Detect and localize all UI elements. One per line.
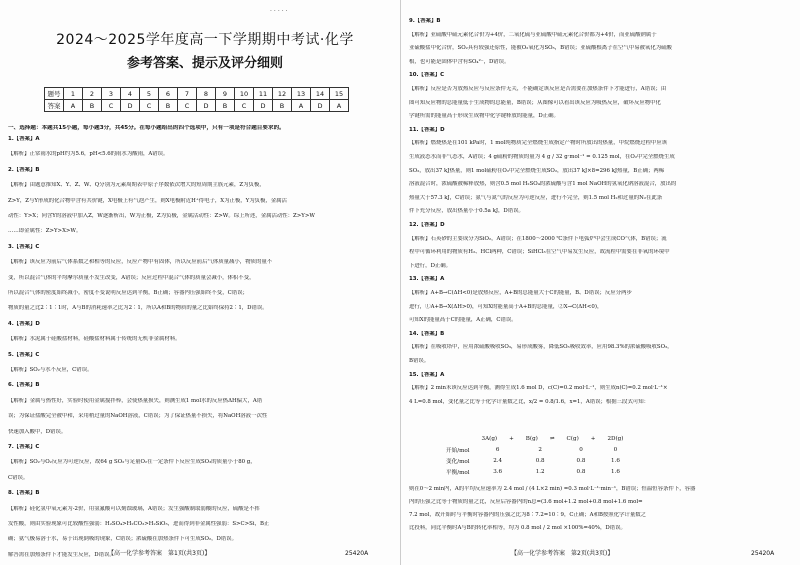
equation-term: 3A(g) <box>481 435 498 442</box>
question-number: 9 <box>216 88 235 100</box>
answer-line: 7.【答案】C <box>8 444 40 450</box>
explanation-line: 程中可循环利用的物质有H₂、HCl两种，C错误；SiHCl₃在空气中易发生反应，故流程中需要在非氧的环境中 <box>409 249 670 256</box>
explanation-line: 7.2 mol，故开始时与平衡时容器内的压强之比为8∶7.2=10∶9，C正确；A和B按照化学计量数之 <box>409 512 647 518</box>
explanation-line: 根，也可能是固体中含有SO₄²⁻，D错误。 <box>409 58 510 65</box>
explanation-line: 【解析】SO₂与O₂反应为可逆反应，故64 g SO₂与足量O₂在一定条件下反应生成SO₃的质量小于80 g， <box>8 459 256 466</box>
page-subtitle: 参考答案、提示及评分细则 <box>126 56 283 71</box>
explanation-line: 进行，①A+B→X(ΔH>0)，可知X的能量高于A+B的总能量，②X→C(ΔH<0)， <box>409 303 603 310</box>
answer-line: 11.【答案】D <box>409 126 445 133</box>
explanation-line: 【解析】正常雨水的pH约为5.6，pH<5.6的雨水为酸雨，A错误。 <box>8 151 169 158</box>
answer-line: 9.【答案】B <box>409 18 441 24</box>
answer-cell: D <box>121 100 140 112</box>
answer-line: 3.【答案】C <box>8 243 40 250</box>
footer-right-label: 【高一化学参考答案 第2页(共3页)】 <box>511 550 614 557</box>
question-number: 12 <box>273 88 292 100</box>
explanation-line: 【解析】水泥属于硅酸盐材料，硅酸盐材料属于传统的无机非金属材料。 <box>8 336 181 343</box>
explanation-line: 发性酸，则由实验现象可比较酸性强弱：H₂SO₄>H₂CO₃>H₂SiO₃，进而得到非金属性强弱：S>C>Si，B正 <box>8 521 270 527</box>
answer-cell: B <box>216 100 235 112</box>
question-number: 10 <box>235 88 254 100</box>
question-number: 1 <box>64 88 83 100</box>
question-number: 4 <box>121 88 140 100</box>
question-number: 3 <box>102 88 121 100</box>
question-number: 14 <box>311 88 330 100</box>
answer-line: 5.【答案】C <box>8 351 40 358</box>
explanation-line: 动性：Y>X；向含Y的溶液中加入Z，W逐渐析出，W为正极，Z为负极，金属活动性：Z>W。综上所述，金属活动性：Z>Y>W <box>8 213 315 219</box>
answer-cell: A <box>330 100 349 112</box>
top-mark: ····· <box>270 8 290 15</box>
explanation-line: Z>Y，Z与Y形成的化合物中含有共价键，X电极上有气泡产生，则X电极附近H⁺得电子，X为正极，Y为负极，金属活 <box>8 197 287 204</box>
equation-term: B(g) <box>525 435 538 442</box>
answer-cell: C <box>140 100 159 112</box>
stage-value: 2 <box>538 446 542 453</box>
answer-cell: D <box>254 100 273 112</box>
answer-line: 4.【答案】D <box>8 320 40 327</box>
stage-value: 0.8 <box>576 468 586 475</box>
stage-value: 0.8 <box>576 457 586 464</box>
stage-label: 开始/mol <box>446 447 470 454</box>
equation-term: ⇌ <box>549 435 555 442</box>
explanation-line: 所以混合气体的密度始终减小，密度不变说明反应达到平衡，B正确；容器内压强始终不变，C错误； <box>8 290 248 296</box>
explanation-line: 确；氨气极易溶于水，易于出现倒吸的现象，C错误；浓硫酸在加热条件下可生成SO₂，D错误。 <box>8 536 237 543</box>
explanation-line: 【解析】石英砂的主要成分为SiO₂，A错误；在1800～2000 ℃条件下电弧炉中会生成CO气体，B错误；流 <box>409 235 667 242</box>
question-number: 11 <box>254 88 273 100</box>
explanation-line: 则在0～2 min内，A的平均反应速率为 2.4 mol / (4 L×2 min) =0.3 mol·L⁻¹·min⁻¹，B错误；恒温恒容条件下，容器 <box>409 486 696 492</box>
question-number: 6 <box>159 88 178 100</box>
row-label-q: 题号 <box>45 88 64 100</box>
explanation-line: 【解析】反应是否为放热反应与反应条件无关，不能确定该反应是否需要在加热条件下才能进行，A错误；由 <box>409 86 667 92</box>
explanation-line: 内的压强之比等于物质的量之比，反应后容器内的n总=(3.6 mol+1.2 mol+0.8 mol+1.6 mol= <box>409 499 643 505</box>
explanation-line: 4 L=0.8 mol，变化量之比等于化学计量数之比，x/2 = 0.8/1.6，x=1，A错误；根据三段式可知： <box>409 398 650 405</box>
answer-line: 15.【答案】A <box>409 371 445 378</box>
answer-line: 12.【答案】D <box>409 222 445 228</box>
question-number: 15 <box>330 88 349 100</box>
stage-value: 1.6 <box>611 468 620 475</box>
footer-left-label: 【高一化学参考答案 第1页(共3页)】 <box>108 550 211 557</box>
answer-cell: A <box>292 100 311 112</box>
explanation-line: 【解析】A+B→C(ΔH<0)是放热反应，A+B的总能量大于C的能量，B、D错误；反应分两步 <box>409 290 632 296</box>
explanation-line: 快速加入酸中，D错误。 <box>8 428 67 435</box>
answer-line: 6.【答案】B <box>8 382 40 389</box>
explanation-line: 物质的量之比2∶1∶1时，A与B的消耗速率之比为2∶1，所以A和B的物质的量之比始终保持2∶1，D错误。 <box>8 305 268 312</box>
stage-label: 平衡/mol <box>446 469 470 476</box>
equation-term: C(g) <box>566 435 579 442</box>
stage-value: 0 <box>579 446 583 453</box>
explanation-line: 【解析】SO₂与水不反应，C错误。 <box>8 367 93 373</box>
explanation-line: 【解析】燃烧热是在101 kPa时，1 mol纯物质完全燃烧生成指定产物时所放出的热量，甲烷燃烧过程中应该 <box>409 140 668 147</box>
page-title: 2024～2025学年度高一下学期期中考试·化学 <box>56 32 354 48</box>
stage-value: 3.6 <box>493 468 503 475</box>
explanation-line: SO₂，放出37 kJ热量，则1 mol硫粉在O₂中完全燃烧生成SO₂，放出37 kJ×8=296 kJ热量，B正确；两稀 <box>409 167 665 174</box>
question-number: 13 <box>292 88 311 100</box>
row-label-a: 答案 <box>45 100 64 112</box>
answer-cell: C <box>102 100 121 112</box>
stage-value: 0.8 <box>535 457 545 464</box>
stage-value: 6 <box>495 446 500 453</box>
explanation-line: C错误。 <box>8 474 29 481</box>
explanation-line: 【解析】硅化氢中氧元素为-2价，用氢氟酸可以刻蚀玻璃，A错误；发生强酸制取弱酸的反应，硫酸是不挥 <box>8 505 260 512</box>
explanation-line: 变，所以混合气体的平均摩尔质量不发生改变，A错误；反应过程中混合气体的质量会减小，体积不变， <box>8 274 255 281</box>
page-2 <box>400 0 800 565</box>
equation-term: 2D(g) <box>607 435 624 442</box>
question-number: 7 <box>178 88 197 100</box>
explanation-line: B错误。 <box>409 358 430 364</box>
question-number: 5 <box>140 88 159 100</box>
section-intro: 一、选择题：本题共15小题，每小题3分，共45分。在每小题给出的四个选项中，只有一项是符合题目要求的。 <box>8 125 285 131</box>
question-number: 8 <box>197 88 216 100</box>
answer-line: 13.【答案】A <box>409 276 445 283</box>
explanation-line: 溶液混合时，浓硫酸被稀释放热，则含0.5 mol H₂SO₄的浓硫酸与含1 mol NaOH的氢氧化钠溶液混合，放出的 <box>409 181 677 188</box>
footer-right-code: 25420A <box>751 550 775 557</box>
explanation-line: 【解析】由题意推知X、Y、Z、W、Q分别为元素周期表中原子序数依次增大的短周期主族元素，Z为负极， <box>8 182 265 189</box>
answer-line: 1.【答案】A <box>8 136 40 142</box>
explanation-line: 误；为保证盐酸完全被中和，采用稍过量的NaOH溶液，C错误；为了保证热量不损失，将NaOH溶液一次性 <box>8 413 268 420</box>
explanation-line: 比投料，同比平衡时A与B的转化率相等，均为 0.8 mol / 2 mol ×100%=40%，D错误。 <box>409 525 626 531</box>
answer-cell: A <box>64 100 83 112</box>
answer-cell: C <box>235 100 254 112</box>
explanation-line: 解答需在加热条件下才能发生反应，D错误。 <box>8 551 115 558</box>
equation-term: + <box>590 435 596 442</box>
answer-line: 14.【答案】B <box>409 330 445 337</box>
answer-cell: B <box>83 100 102 112</box>
stage-value: 1.6 <box>611 457 620 464</box>
answer-cell: B <box>159 100 178 112</box>
answer-cell: C <box>178 100 197 112</box>
stage-label: 变化/mol <box>446 458 470 465</box>
answer-table <box>44 87 349 112</box>
explanation-line: 【解析】该反应为前后气体系数之和相等的反应，反应产物中有固体，所以反应前后气体质量减小，物质的量不 <box>8 259 273 266</box>
stage-value: 0 <box>613 446 618 453</box>
answer-cell: D <box>311 100 330 112</box>
explanation-line: 【解析】在吸收塔中，应用浓硫酸吸收SO₃，易形成酸雾，降低SO₃吸收效率，应用98.3%的浓硫酸吸收SO₃， <box>409 344 673 351</box>
answer-cell: D <box>197 100 216 112</box>
equation-term: + <box>509 435 514 442</box>
three-stage-table <box>446 433 629 477</box>
stage-value: 1.2 <box>535 468 545 475</box>
answer-line: 10.【答案】C <box>409 72 445 79</box>
explanation-line: 可知X的能量高于C的能量，A正确，C错误。 <box>409 317 517 324</box>
explanation-line: 【解析】亚硫酸中硫元素化合价为+4价，二氧化硫与亚硫酸中硫元素化合价都为+4价，而亚硫酸钠属于 <box>409 31 657 38</box>
stage-value: 2.4 <box>493 457 503 464</box>
explanation-line: 【解析】2 min末该反应达到平衡，测得生成1.6 mol D，c(C)=0.2 mol·L⁻¹，则生成n(C)=0.2 mol·L⁻¹× <box>409 385 668 392</box>
explanation-line: 热量大于57.3 kJ，C错误；氨气与氮气的反应为可逆反应，进行不完全，则1.5 mol H₂和过量的N₂在此条 <box>409 194 663 201</box>
answer-line: 8.【答案】B <box>8 490 40 497</box>
explanation-line: 学键所需的能量高于形成生成物中化学键释放的能量，D正确。 <box>409 113 559 120</box>
explanation-line: 图可知反应物的总能量低于生成物的总能量，B错误；从图像可以看出该反应为吸热反应，破坏反应物中化 <box>409 99 661 106</box>
footer-left-code: 25420A <box>345 550 369 557</box>
explanation-line: 亚硫酸盐中化合价，SO₂具有较强还原性，能被O₂氧化为SO₃，B错误；亚硫酸根离子在空气中易被氧化为硫酸 <box>409 45 672 52</box>
explanation-line: 生成液态水而非气态水，A错误；4 g硫粉的物质的量为 4 g / 32 g·mol⁻¹ = 0.125 mol，在O₂中完全燃烧生成 <box>409 154 675 160</box>
answer-cell: B <box>273 100 292 112</box>
explanation-line: 下进行，D正确。 <box>409 262 452 269</box>
explanation-line: 件下充分反应，放出热量小于0.5a kJ，D错误。 <box>409 208 524 215</box>
answer-line: 2.【答案】B <box>8 166 40 173</box>
explanation-line: 【解析】金属与热性好，实验时使用金属搅拌棒，会使热量损失，则测生成1 mol水的反应热ΔH偏大，A错 <box>8 397 263 404</box>
question-number: 2 <box>83 88 102 100</box>
explanation-line: ……即金属性：Z>Y>X>W。 <box>8 228 82 235</box>
